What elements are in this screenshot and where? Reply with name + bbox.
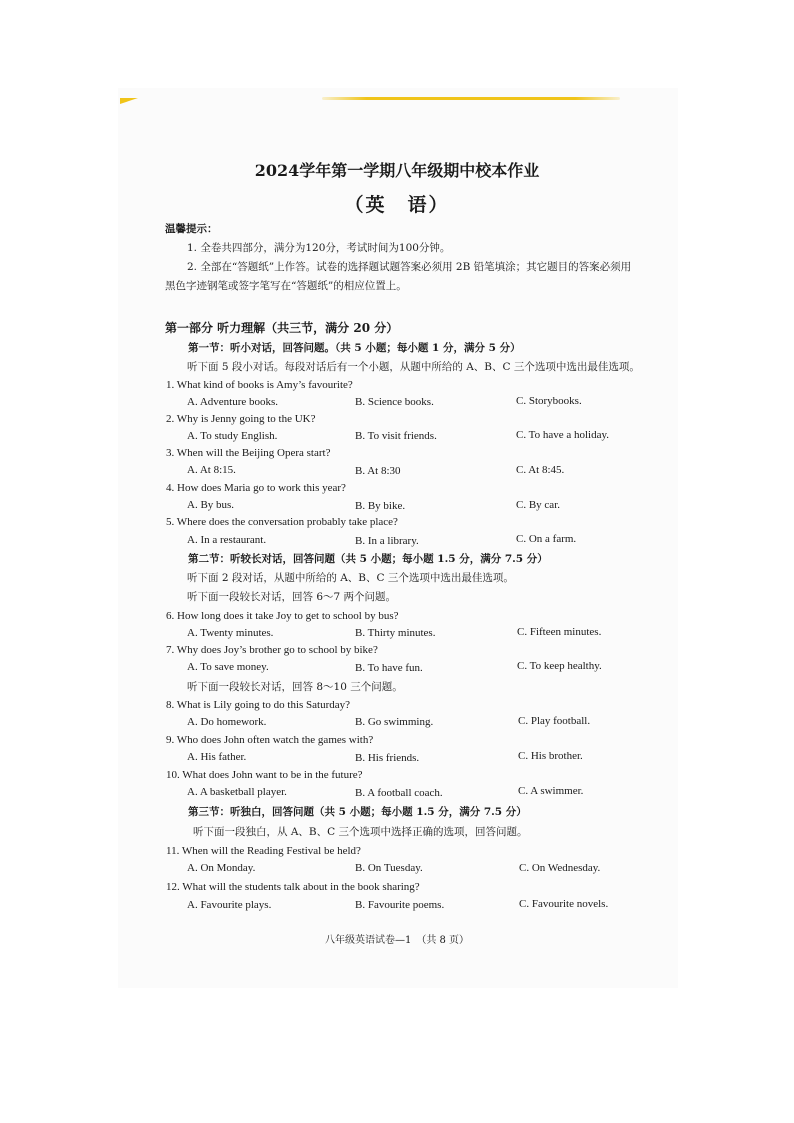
part1-title: 第一部分 听力理解（共三节，满分 20 分）: [165, 321, 399, 335]
question-10: 10. What does John want to be in the future?: [166, 769, 363, 781]
question-4-option-b: B. By bike.: [355, 500, 406, 512]
question-5-option-a: A. In a restaurant.: [187, 534, 267, 546]
question-7: 7. Why does Joy’s brother go to school by bike?: [166, 644, 378, 656]
question-6: 6. How long does it take Joy to get to school by bus?: [166, 610, 399, 622]
question-5-option-c: C. On a farm.: [516, 533, 577, 545]
question-10-option-c: C. A swimmer.: [518, 785, 584, 797]
question-2: 2. Why is Jenny going to the UK?: [166, 413, 316, 425]
question-9: 9. Who does John often watch the games with?: [166, 734, 374, 746]
question-2-option-a: A. To study English.: [187, 430, 278, 442]
section3-instruction: 听下面一段独白，从 A、B、C 三个选项中选择正确的选项，回答问题。: [193, 826, 528, 838]
tips-heading: 温馨提示：: [165, 223, 218, 235]
section2-instruction: 听下面 2 段对话，从题中所给的 A、B、C 三个选项中选出最佳选项。: [187, 572, 514, 584]
section1-title: 第一节：听小对话，回答问题。（共 5 小题；每小题 1 分，满分 5 分）: [188, 342, 521, 354]
question-11: 11. When will the Reading Festival be held?: [166, 845, 361, 857]
question-6-option-b: B. Thirty minutes.: [355, 627, 436, 639]
question-1-option-b: B. Science books.: [355, 396, 434, 408]
question-6-option-c: C. Fifteen minutes.: [517, 626, 602, 638]
question-2-option-c: C. To have a holiday.: [516, 429, 610, 441]
section2-note-2: 听下面一段较长对话，回答 8～10 三个问题。: [187, 681, 403, 693]
section2-note-1: 听下面一段较长对话，回答 6～7 两个问题。: [187, 591, 397, 603]
question-5: 5. Where does the conversation probably take place?: [166, 516, 398, 528]
tip-item-2: 2. 全部在“答题纸”上作答。试卷的选择题试题答案必须用 2B 铅笔填涂；其它题目的答案必须用: [187, 261, 632, 273]
question-7-option-b: B. To have fun.: [355, 662, 423, 674]
tip-item-2-cont: 黑色字迹钢笔或签字笔写在“答题纸”的相应位置上。: [165, 280, 407, 292]
question-12: 12. What will the students talk about in the book sharing?: [166, 881, 420, 893]
corner-mark: [120, 98, 138, 104]
question-7-option-c: C. To keep healthy.: [517, 660, 602, 672]
question-12-option-c: C. Favourite novels.: [519, 898, 609, 910]
question-1-option-a: A. Adventure books.: [187, 396, 279, 408]
question-11-option-a: A. On Monday.: [187, 862, 256, 874]
question-11-option-b: B. On Tuesday.: [355, 862, 423, 874]
question-8: 8. What is Lily going to do this Saturday?: [166, 699, 351, 711]
question-9-option-a: A. His father.: [187, 751, 247, 763]
section2-title: 第二节：听较长对话，回答问题（共 5 小题；每小题 1.5 分，满分 7.5 分）: [188, 553, 548, 565]
question-4-option-c: C. By car.: [516, 499, 560, 511]
question-1-option-c: C. Storybooks.: [516, 395, 582, 407]
question-12-option-b: B. Favourite poems.: [355, 899, 445, 911]
question-8-option-b: B. Go swimming.: [355, 716, 434, 728]
question-3: 3. When will the Beijing Opera start?: [166, 447, 331, 459]
tip-item-1: 1. 全卷共四部分，满分为120分，考试时间为100分钟。: [187, 242, 451, 254]
question-11-option-c: C. On Wednesday.: [519, 862, 601, 874]
section1-instruction: 听下面 5 段小对话。每段对话后有一个小题，从题中所给的 A、B、C 三个选项中选出最佳选项。: [187, 361, 640, 373]
question-10-option-b: B. A football coach.: [355, 787, 443, 799]
question-6-option-a: A. Twenty minutes.: [187, 627, 274, 639]
question-9-option-c: C. His brother.: [518, 750, 583, 762]
question-1: 1. What kind of books is Amy’s favourite?: [166, 379, 353, 391]
question-4-option-a: A. By bus.: [187, 499, 235, 511]
top-highlight-line: [322, 97, 620, 100]
exam-title: 2024学年第一学期八年级期中校本作业: [254, 161, 540, 180]
question-3-option-b: B. At 8:30: [355, 465, 401, 477]
question-3-option-a: A. At 8:15.: [187, 464, 236, 476]
question-8-option-c: C. Play football.: [518, 715, 591, 727]
question-9-option-b: B. His friends.: [355, 752, 420, 764]
question-5-option-b: B. In a library.: [355, 535, 419, 547]
question-10-option-a: A. A basketball player.: [187, 786, 287, 798]
page-footer: 八年级英语试卷—1 （共 8 页）: [324, 935, 470, 946]
question-4: 4. How does Maria go to work this year?: [166, 482, 346, 494]
question-7-option-a: A. To save money.: [187, 661, 269, 673]
question-3-option-c: C. At 8:45.: [516, 464, 565, 476]
section3-title: 第三节：听独白，回答问题（共 5 小题；每小题 1.5 分，满分 7.5 分）: [188, 806, 527, 818]
question-12-option-a: A. Favourite plays.: [187, 899, 272, 911]
question-2-option-b: B. To visit friends.: [355, 430, 437, 442]
question-8-option-a: A. Do homework.: [187, 716, 267, 728]
exam-subject: （英 语）: [344, 194, 450, 216]
